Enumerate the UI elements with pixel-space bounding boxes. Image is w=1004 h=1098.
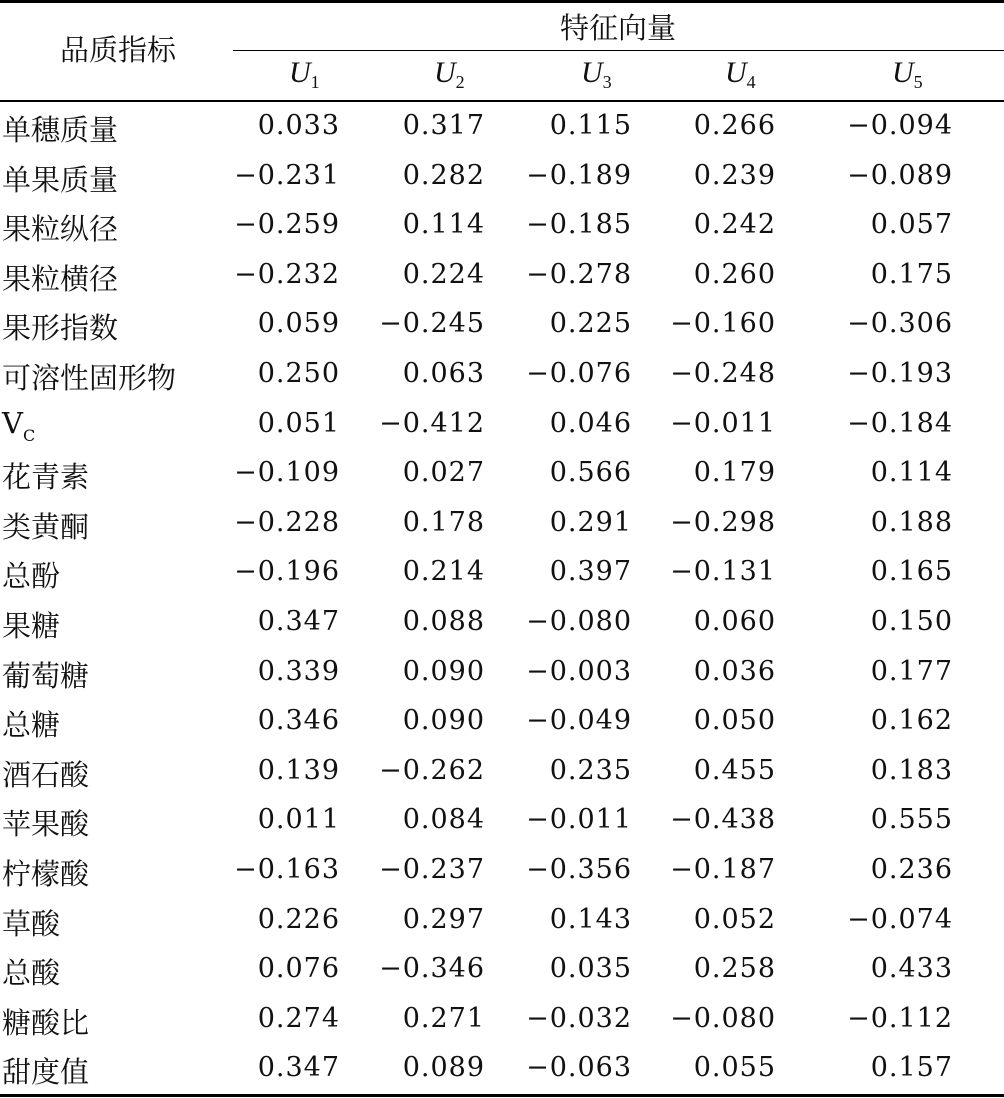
cell-u3: 0.115 [549,110,632,141]
cell-u2: 0.178 [402,506,485,538]
row-label: 总酚 [2,559,61,594]
cell-u1: 0.347 [257,1052,340,1084]
cell-u1: 0.076 [257,953,340,985]
cell-u5: −0.193 [847,358,953,389]
cell-u2: −0.245 [379,308,485,340]
row-label: 果形指数 [2,311,119,346]
cell-u5: 0.150 [870,606,953,637]
row-label: 类黄酮 [2,509,90,544]
row-label: 总糖 [2,708,61,743]
quality-index-header: 品质指标 [60,33,177,67]
cell-u2: 0.027 [402,457,485,489]
cell-u5: −0.074 [847,903,953,935]
cell-u2: −0.346 [379,953,485,985]
row-label: 柠檬酸 [2,857,90,891]
cell-u2: 0.317 [402,110,485,141]
cell-u3: −0.076 [526,358,632,389]
header-bottom-rule [0,100,1004,102]
cell-u3: −0.278 [526,258,632,290]
row-label: 苹果酸 [2,807,90,842]
row-label: 单穗质量 [2,113,119,147]
cell-u1: 0.226 [257,903,340,935]
row-label: 总酸 [2,956,61,991]
cell-u2: 0.297 [402,903,485,935]
row-label: 花青素 [2,460,90,495]
cell-u1: 0.346 [257,705,340,737]
cell-u2: 0.084 [402,804,485,836]
cell-u3: −0.003 [526,655,632,687]
cell-u3: 0.235 [549,754,632,786]
cell-u1: 0.250 [257,358,340,389]
cell-u2: 0.224 [402,258,485,290]
cell-u1: 0.347 [257,606,340,637]
row-label: 果粒纵径 [2,212,119,247]
column-header-u4: $U_4$ [725,56,756,92]
eigenvector-group-header: 特征向量 [560,11,677,45]
cell-u5: −0.112 [847,1002,953,1034]
column-header-u3: $U_3$ [581,56,612,92]
cell-u1: 0.339 [257,655,340,687]
cell-u1: −0.231 [234,159,340,191]
cell-u4: −0.160 [670,308,776,340]
cell-u4: −0.131 [670,556,776,588]
table-row [0,600,1004,650]
cell-u2: 0.114 [402,209,485,241]
table-row [0,848,1004,898]
cell-u1: −0.196 [234,556,340,588]
table-row [0,402,1004,452]
cell-u5: −0.089 [847,159,953,191]
cell-u4: 0.050 [693,705,776,737]
cell-u2: 0.282 [402,159,485,191]
cell-u3: −0.063 [526,1052,632,1084]
cell-u2: 0.090 [402,655,485,687]
row-label: 糖酸比 [2,1005,90,1040]
row-label: 可溶性固形物 [2,361,177,395]
cell-u3: −0.356 [526,854,632,885]
cell-u4: 0.055 [693,1052,776,1084]
cell-u4: 0.260 [693,258,776,290]
row-label: 草酸 [2,906,61,941]
cell-u4: 0.266 [693,110,776,141]
cell-u1: 0.033 [257,110,340,141]
cell-u5: 0.175 [870,258,953,290]
cell-u4: 0.179 [693,457,776,489]
row-label: 葡萄糖 [2,658,90,693]
cell-u1: 0.274 [257,1002,340,1034]
row-label: 甜度值 [2,1055,90,1090]
table-row [0,104,1004,154]
table-row [0,898,1004,948]
cell-u5: 0.114 [870,457,953,489]
cell-u5: −0.184 [847,407,953,439]
column-header-u2: $U_2$ [434,56,465,92]
table-row [0,501,1004,551]
cell-u3: 0.397 [549,556,632,588]
cell-u2: −0.237 [379,854,485,885]
table-row [0,302,1004,352]
cell-u3: 0.291 [549,506,632,538]
row-label: $V_C$ [2,405,36,445]
table-row [0,1046,1004,1096]
cell-u2: 0.214 [402,556,485,588]
cell-u5: 0.162 [870,705,953,737]
cell-u2: 0.089 [402,1052,485,1084]
row-label: 酒石酸 [2,757,90,792]
column-header-u1: $U_1$ [289,56,320,92]
table-row [0,203,1004,253]
table-row [0,550,1004,600]
cell-u3: 0.225 [549,308,632,340]
cell-u4: −0.438 [670,804,776,836]
cell-u3: −0.011 [526,804,632,836]
cell-u3: −0.049 [526,705,632,737]
cell-u3: 0.566 [549,457,632,489]
table-top-rule [0,0,1004,3]
column-header-u5: $U_5$ [892,56,923,92]
cell-u1: −0.228 [234,506,340,538]
table-row [0,154,1004,204]
group-header-underline [233,50,1004,51]
cell-u5: −0.094 [847,110,953,141]
cell-u3: −0.032 [526,1002,632,1034]
cell-u5: 0.188 [870,506,953,538]
cell-u3: 0.046 [549,407,632,439]
cell-u3: 0.143 [549,903,632,935]
cell-u4: −0.187 [670,854,776,885]
table-row [0,451,1004,501]
cell-u5: 0.057 [870,209,953,241]
cell-u2: −0.412 [379,407,485,439]
row-label: 单果质量 [2,162,119,197]
cell-u5: 0.157 [870,1052,953,1084]
cell-u4: −0.080 [670,1002,776,1034]
row-label: 果粒横径 [2,261,119,296]
cell-u2: −0.262 [379,754,485,786]
table-row [0,947,1004,997]
cell-u2: 0.088 [402,606,485,637]
cell-u4: −0.248 [670,358,776,389]
cell-u2: 0.271 [402,1002,485,1034]
table-row [0,253,1004,303]
cell-u4: 0.036 [693,655,776,687]
cell-u5: 0.555 [870,804,953,836]
table-row [0,997,1004,1047]
cell-u3: −0.189 [526,159,632,191]
cell-u2: 0.090 [402,705,485,737]
cell-u3: −0.080 [526,606,632,637]
table-row [0,798,1004,848]
cell-u4: 0.455 [693,754,776,786]
cell-u1: 0.139 [257,754,340,786]
table-row [0,749,1004,799]
cell-u4: −0.298 [670,506,776,538]
table-row [0,650,1004,700]
cell-u1: −0.163 [234,854,340,885]
cell-u1: −0.232 [234,258,340,290]
cell-u4: 0.052 [693,903,776,935]
cell-u4: 0.258 [693,953,776,985]
table-row [0,699,1004,749]
cell-u5: 0.165 [870,556,953,588]
cell-u2: 0.063 [402,358,485,389]
cell-u4: −0.011 [670,407,776,439]
cell-u5: 0.177 [870,655,953,687]
cell-u1: 0.059 [257,308,340,340]
cell-u1: 0.011 [257,804,340,836]
cell-u1: −0.109 [234,457,340,489]
cell-u3: −0.185 [526,209,632,241]
cell-u5: −0.306 [847,308,953,340]
table-row [0,352,1004,402]
cell-u4: 0.239 [693,159,776,191]
cell-u5: 0.183 [870,754,953,786]
cell-u4: 0.242 [693,209,776,241]
cell-u5: 0.236 [870,854,953,885]
cell-u5: 0.433 [870,953,953,985]
cell-u1: −0.259 [234,209,340,241]
cell-u1: 0.051 [257,407,340,439]
cell-u4: 0.060 [693,606,776,637]
cell-u3: 0.035 [549,953,632,985]
row-label: 果糖 [2,609,61,643]
